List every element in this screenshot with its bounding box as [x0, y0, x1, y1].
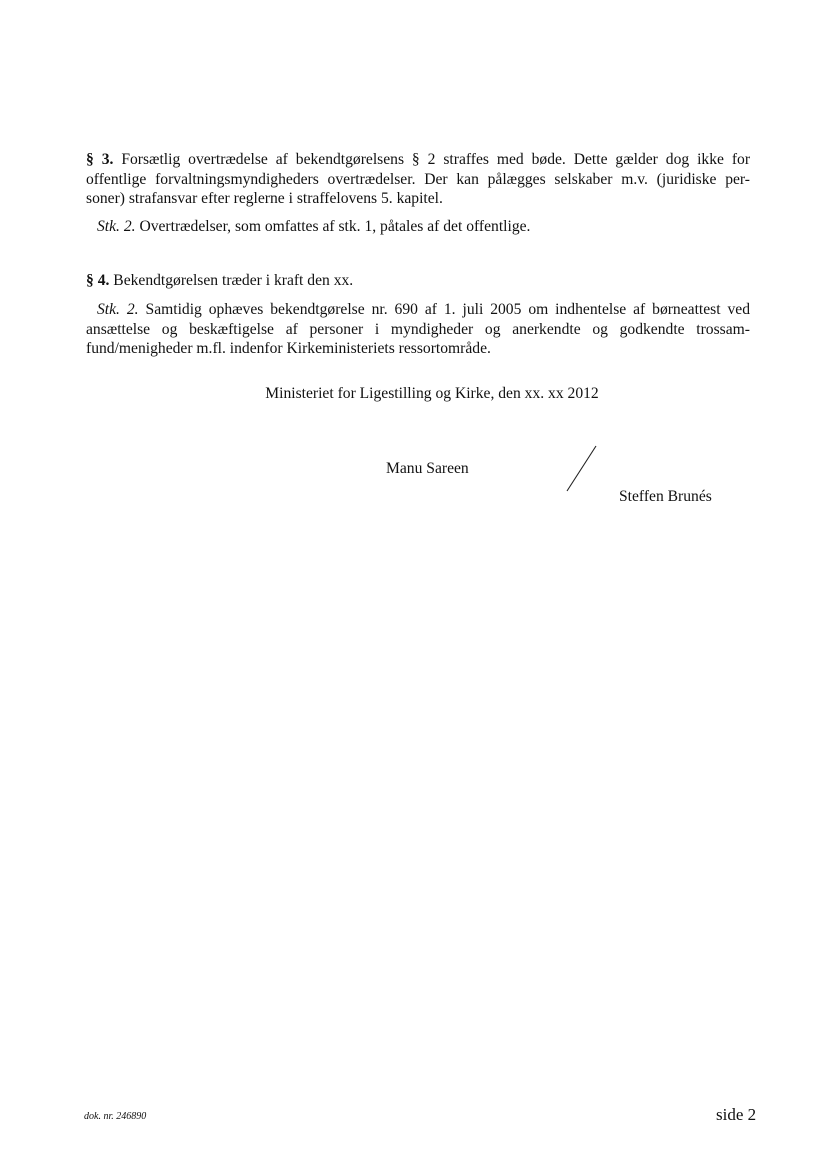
- section-3-number: § 3.: [86, 151, 114, 168]
- section-4-text: Bekendtgørelsen træder i kraft den xx.: [113, 272, 354, 289]
- section-3-stk-text: Overtrædelser, som omfattes af stk. 1, påtales af det offentlige.: [139, 218, 531, 235]
- section-4-stk-label: Stk. 2.: [97, 301, 139, 318]
- signer-name-official: Steffen Brunés: [619, 488, 712, 505]
- section-4-stk-line-2: ansættelse og beskæftigelse af personer i myndigheder og anerkendte og godkendte trossam-: [86, 320, 750, 338]
- section-3-paragraph: [86, 150, 750, 209]
- page-number: side 2: [716, 1105, 757, 1124]
- section-4-stk-line-3: fund/menigheder m.fl. indenfor Kirkeministeriets ressortområde.: [86, 340, 491, 357]
- section-3-line-2: offentlige forvaltningsmyndigheders overtrædelser. Der kan pålægges selskaber m.v. (juridiske per-: [86, 170, 750, 188]
- ministry-date-line: Ministeriet for Ligestilling og Kirke, den xx. xx 2012: [265, 385, 599, 402]
- section-4-stk-text-line-1: Samtidig ophæves bekendtgørelse nr. 690 af 1. juli 2005 om indhentelse af børneattest ved: [145, 301, 750, 318]
- section-3-stk-2: [86, 217, 761, 237]
- signature-slash: [565, 444, 599, 494]
- section-3-line-1: [86, 150, 750, 170]
- section-4-number: § 4.: [86, 272, 110, 289]
- document-number: dok. nr. 246890: [84, 1111, 147, 1122]
- signer-name-minister: Manu Sareen: [386, 460, 469, 477]
- section-3-text-line-1: Forsætlig overtrædelse af bekendtgørelsens § 2 straffes med bøde. Dette gælder dog ikke for: [121, 151, 751, 168]
- section-4-paragraph: [86, 271, 750, 291]
- section-4-stk-line-1: [86, 300, 750, 320]
- section-3-stk-label: Stk. 2.: [97, 218, 136, 235]
- section-3-line-3: soner) strafansvar efter reglerne i straffelovens 5. kapitel.: [86, 190, 443, 207]
- section-4-stk-2: [86, 300, 750, 359]
